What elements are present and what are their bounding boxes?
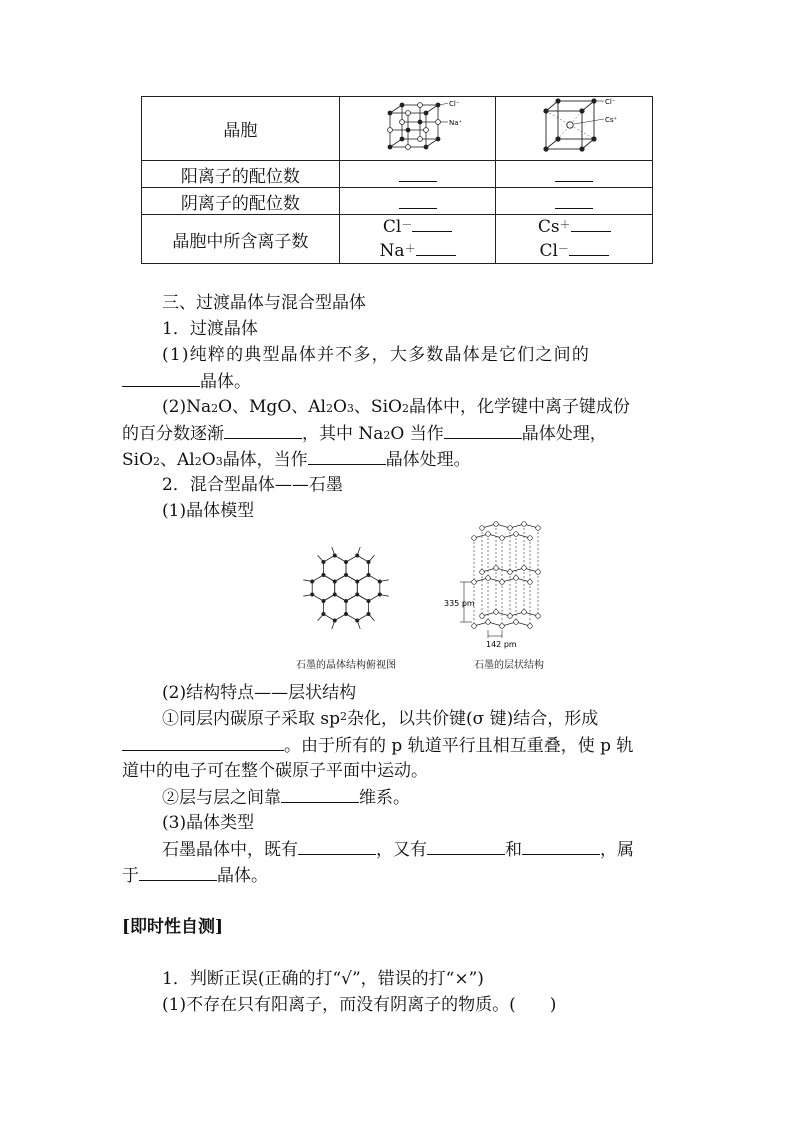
- paragraph-line: (2)结构特点——层状结构: [162, 683, 357, 703]
- paragraph-line: [162, 784, 410, 811]
- text-span: O、MgO、Al: [218, 397, 326, 417]
- paragraph-line: [122, 420, 607, 447]
- text-span: O: [332, 397, 347, 417]
- figure-caption: 石墨的层状结构: [474, 660, 544, 671]
- section-heading: 三、过渡晶体与混合型晶体: [162, 293, 366, 313]
- subscript: 3: [215, 455, 223, 468]
- text-span: (2)Na: [162, 397, 212, 417]
- nacl-na-label: Na⁺: [448, 119, 462, 127]
- nacl-cl-label: Cl⁻: [448, 100, 460, 108]
- text-span: 晶体处理，: [521, 424, 607, 444]
- text-span: 和: [505, 840, 522, 860]
- subscript: 2: [383, 429, 391, 442]
- carbon-atom: [322, 599, 325, 602]
- subscript: 3: [346, 402, 354, 415]
- subscript: 2: [211, 402, 219, 415]
- carbon-atom: [344, 599, 347, 602]
- text-span: 晶体，当作: [222, 450, 308, 470]
- text-span: ，属: [600, 840, 634, 860]
- subsection-heading: 2．混合型晶体——石墨: [162, 475, 343, 495]
- graphite-layer-diagram: [444, 518, 556, 652]
- carbon-atom: [367, 612, 370, 615]
- paragraph-line: [122, 446, 471, 473]
- ion-charge: ＋: [404, 242, 416, 255]
- paragraph-line: [162, 394, 630, 420]
- row-label-ion-count: 晶胞中所含离子数: [142, 215, 340, 264]
- paragraph-line: (3)晶体类型: [162, 813, 255, 833]
- hexagon-ring: [357, 575, 380, 601]
- answer-blank[interactable]: [444, 420, 522, 439]
- text-span: ，又有: [376, 840, 427, 860]
- question-line: 1．判断正误(正确的打“√”，错误的打“×”): [162, 969, 484, 989]
- hexagon-ring: [346, 595, 369, 621]
- answer-blank[interactable]: [298, 836, 376, 855]
- carbon-atom: [311, 593, 314, 596]
- text-span: 维系。: [359, 788, 410, 808]
- answer-blank[interactable]: [522, 836, 600, 855]
- subsection-heading: 1．过渡晶体: [162, 319, 258, 339]
- hexagon-ring: [335, 575, 358, 601]
- answer-blank[interactable]: [427, 836, 505, 855]
- ion-symbol: Cl: [539, 241, 558, 261]
- text-span: 晶体。: [200, 372, 251, 392]
- carbon-atom: [333, 593, 336, 596]
- subscript: 2: [153, 455, 161, 468]
- carbon-atom: [322, 612, 325, 615]
- ion-charge: －: [557, 242, 569, 255]
- row-label-anion-coordination: 阴离子的配位数: [142, 188, 340, 215]
- carbon-atom: [322, 573, 325, 576]
- graphite-top-view-diagram: [282, 520, 410, 656]
- carbon-atom: [367, 599, 370, 602]
- answer-blank[interactable]: [281, 784, 359, 803]
- text-span: O: [201, 450, 216, 470]
- carbon-atom: [322, 560, 325, 563]
- text-span: 晶体中，化学键中离子键成份: [408, 397, 630, 417]
- carbon-atom: [333, 554, 336, 557]
- answer-blank[interactable]: [308, 446, 386, 465]
- carbon-atom: [378, 580, 381, 583]
- subscript: 2: [401, 402, 409, 415]
- cscl-cs-label: Cs⁺: [605, 116, 618, 124]
- carbon-atom: [356, 554, 359, 557]
- carbon-atom: [311, 580, 314, 583]
- figure-caption: 石墨的晶体结构俯视图: [296, 660, 396, 671]
- carbon-atom: [333, 619, 336, 622]
- paragraph-line: [122, 732, 633, 759]
- text-span: 晶体。: [217, 866, 268, 886]
- paragraph-line: [162, 836, 634, 863]
- carbon-atom: [356, 593, 359, 596]
- carbon-atom: [333, 580, 336, 583]
- superscript: 2: [340, 710, 348, 723]
- hexagon-ring: [324, 595, 347, 621]
- carbon-atom: [344, 560, 347, 563]
- hexagon-ring: [346, 556, 369, 582]
- text-span: ，其中 Na: [302, 424, 384, 444]
- subscript: 2: [325, 402, 333, 415]
- bond-length-label: 142 pm: [486, 640, 517, 649]
- paragraph-line: 道中的电子可在整个碳原子平面中运动。: [122, 761, 428, 781]
- text-span: 、SiO: [353, 397, 402, 417]
- carbon-atom: [378, 593, 381, 596]
- question-line: (1)不存在只有阳离子，而没有阴离子的物质。( ): [162, 995, 557, 1015]
- carbon-atom: [367, 573, 370, 576]
- answer-blank[interactable]: [122, 732, 284, 751]
- carbon-atom: [356, 619, 359, 622]
- table-header-label: 晶胞: [142, 97, 340, 161]
- text-span: ①同层内碳原子采取 sp: [162, 709, 341, 729]
- ion-charge: ＋: [559, 218, 571, 231]
- text-span: 。由于所有的 p 轨道平行且相互重叠，使 p 轨: [284, 736, 634, 756]
- answer-blank[interactable]: [224, 420, 302, 439]
- paragraph-line: [122, 368, 251, 395]
- text-span: ②层与层之间靠: [162, 788, 281, 808]
- text-span: SiO: [122, 450, 154, 470]
- ion-symbol: Na: [379, 241, 405, 261]
- carbon-atom: [356, 580, 359, 583]
- text-span: 的百分数逐渐: [122, 424, 224, 444]
- hexagon-ring: [312, 575, 335, 601]
- paragraph-line: [122, 862, 268, 889]
- text-span: O 当作: [390, 424, 444, 444]
- interlayer-distance-label: 335 pm: [444, 599, 475, 608]
- text-span: 石墨晶体中，既有: [162, 840, 298, 860]
- answer-blank[interactable]: [139, 862, 217, 881]
- paragraph-line: (1)纯粹的典型晶体并不多，大多数晶体是它们之间的: [162, 345, 591, 365]
- subscript: 2: [194, 455, 202, 468]
- answer-blank[interactable]: [122, 368, 200, 387]
- text-span: 、Al: [160, 450, 195, 470]
- text-span: 晶体处理。: [385, 450, 471, 470]
- paragraph-line: (1)晶体模型: [162, 501, 255, 521]
- text-span: 杂化，以共价键(σ 键)结合，形成: [347, 709, 599, 729]
- ion-symbol: Cl: [382, 217, 402, 237]
- hexagon-ring: [324, 556, 347, 582]
- carbon-atom: [344, 573, 347, 576]
- paragraph-line: [162, 706, 598, 732]
- row-label-cation-coordination: 阳离子的配位数: [142, 161, 340, 188]
- carbon-atom: [344, 612, 347, 615]
- text-span: 于: [122, 866, 139, 886]
- selftest-heading: [即时性自测]: [122, 917, 224, 937]
- ion-symbol: Cs: [537, 217, 560, 237]
- carbon-atom: [367, 560, 370, 563]
- ion-charge: －: [401, 218, 413, 231]
- cscl-cl-label: Cl⁻: [605, 98, 616, 106]
